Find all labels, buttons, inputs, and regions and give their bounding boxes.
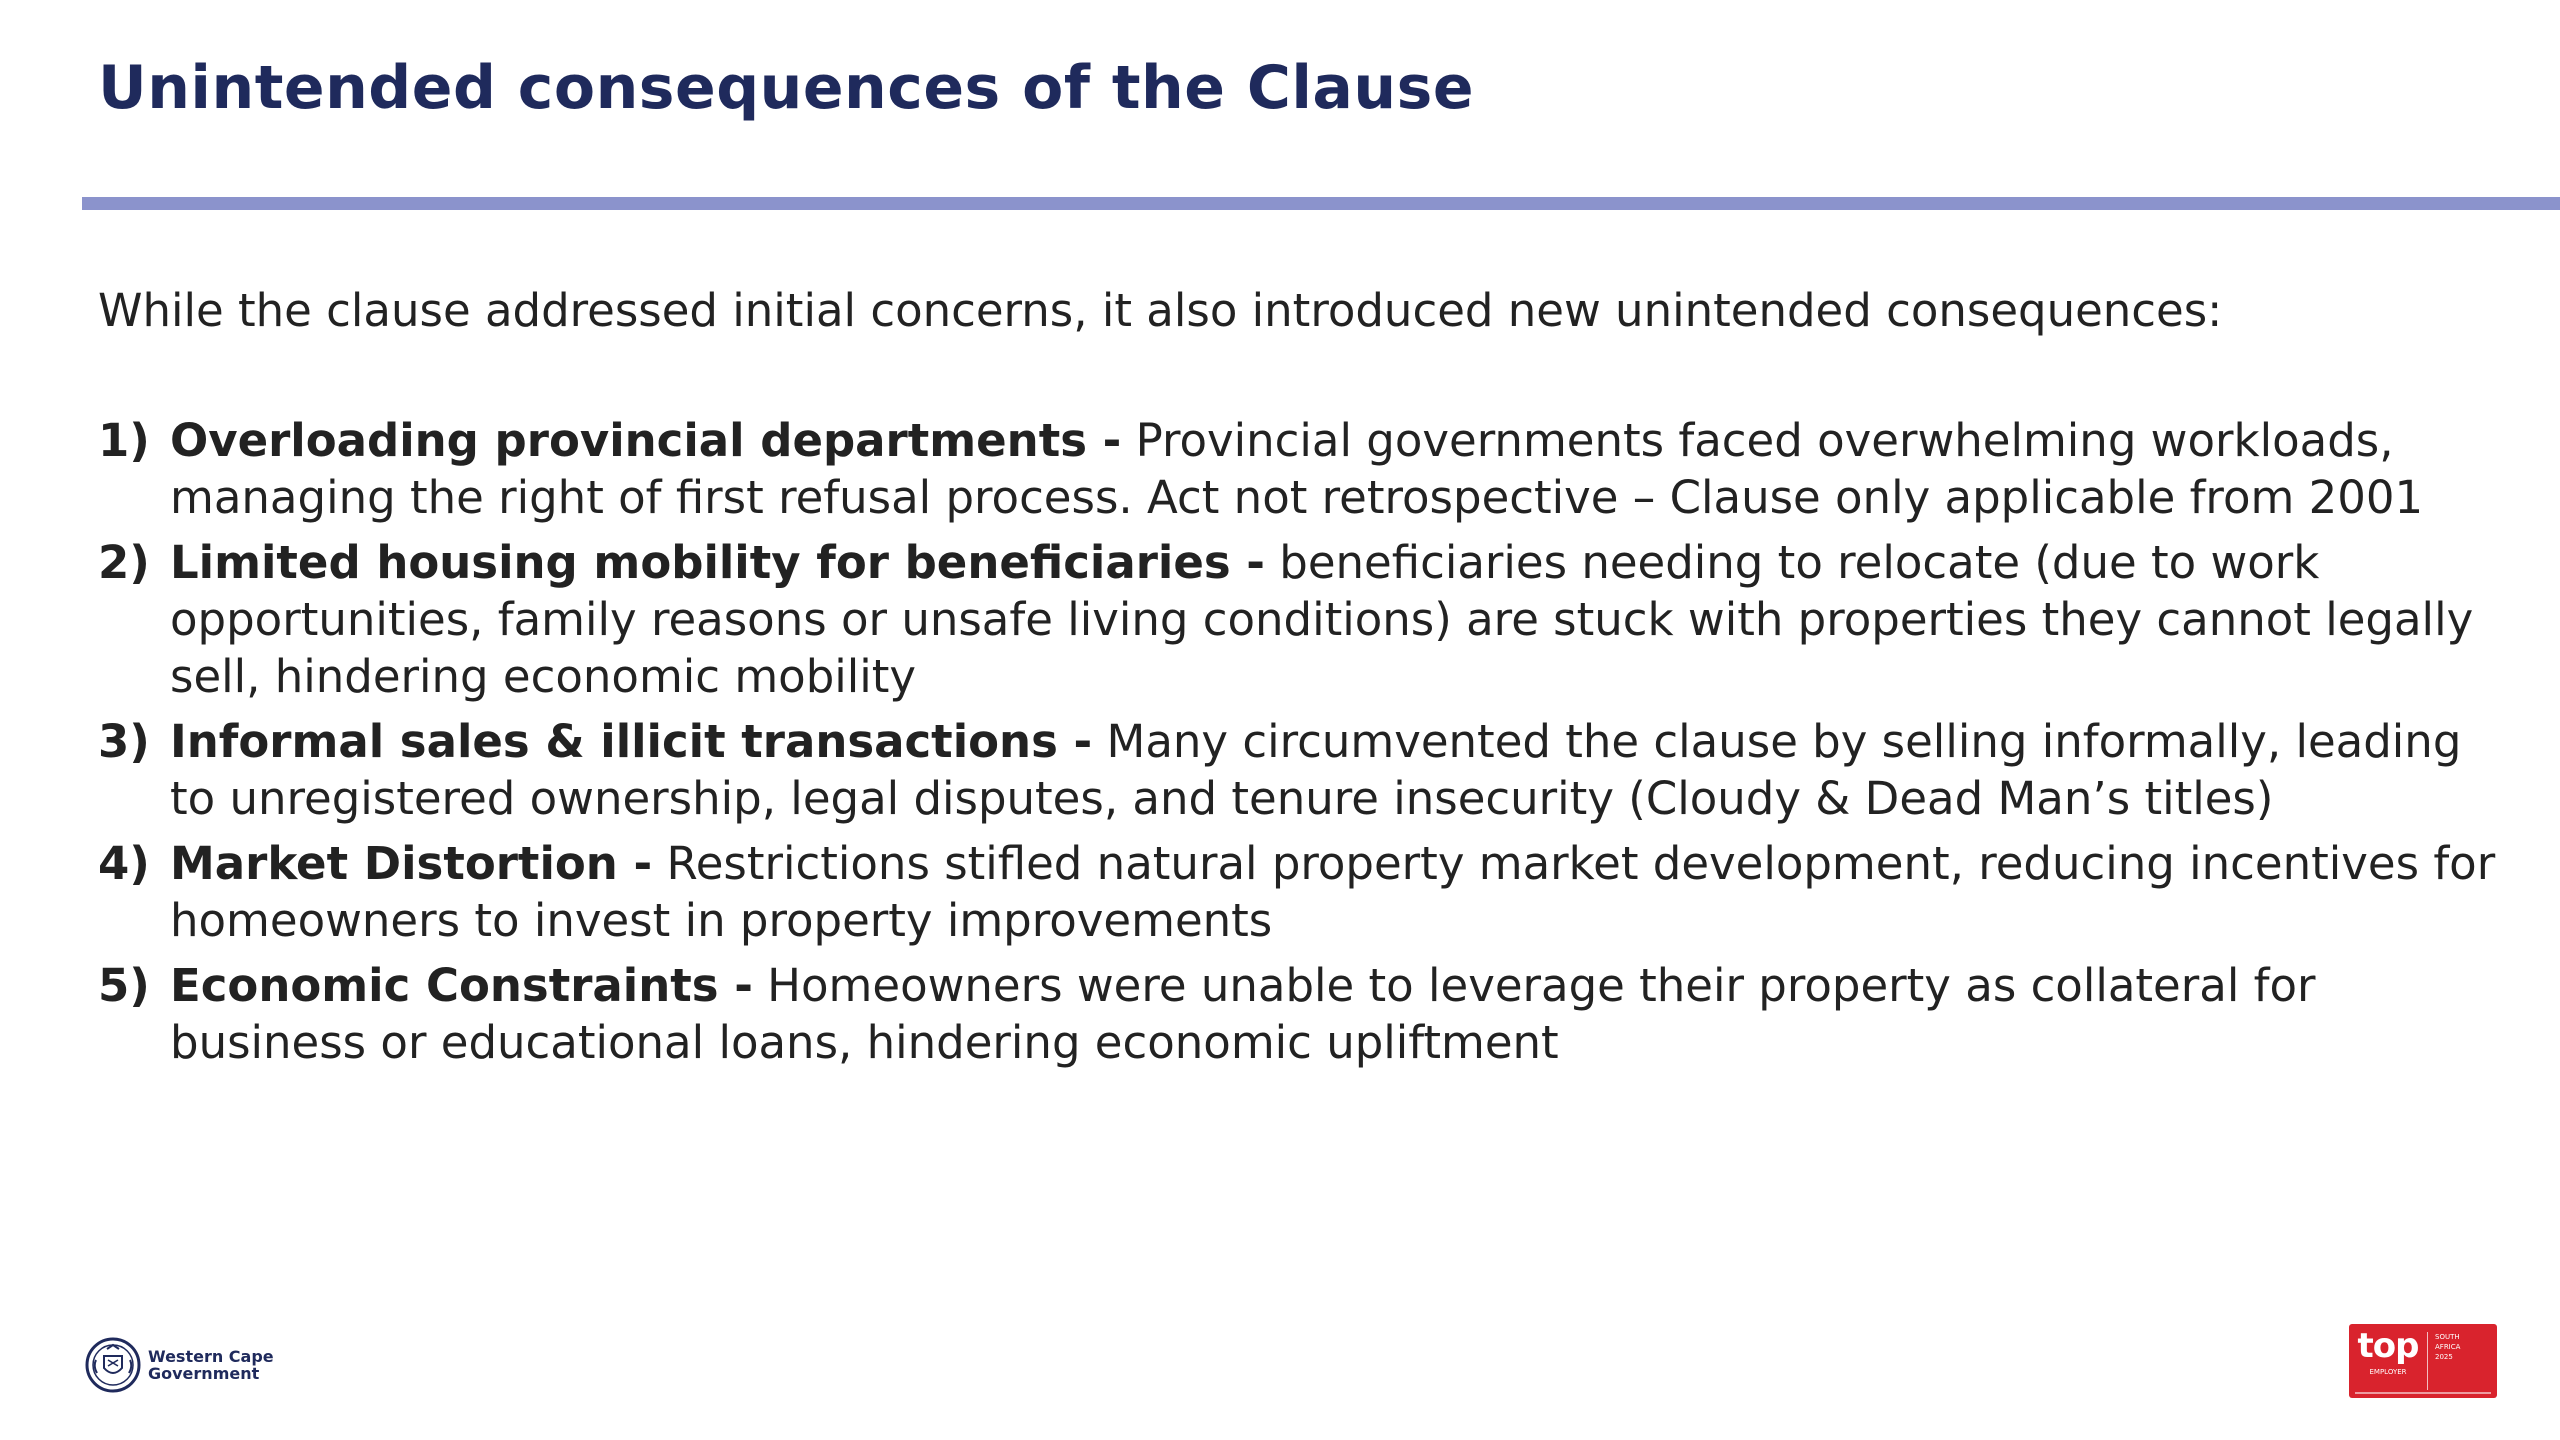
list-item [98, 534, 2508, 705]
badge-right-line3: 2025 [2435, 1353, 2453, 1361]
badge-sub: EMPLOYER [2369, 1368, 2407, 1376]
list-item-text: Many circumvented the clause by selling informally, leading to unregistered ownership, legal disputes, and tenure insecurity (Cloudy & Dead Man’s titles) [170, 715, 2462, 825]
list-item-body [170, 835, 2508, 949]
list-item-body [170, 412, 2508, 526]
badge-right-line2: AFRICA [2435, 1343, 2461, 1351]
intro-text: While the clause addressed initial concerns, it also introduced new unintended consequences: [98, 284, 2223, 337]
list-item-text: Provincial governments faced overwhelming workloads, managing the right of first refusal process. Act not retrospective – Clause only applicable from 2001 [170, 414, 2424, 524]
badge-right-line1: SOUTH [2435, 1333, 2460, 1341]
list-item-body [170, 957, 2508, 1071]
crest-icon [84, 1336, 142, 1394]
list-item-body [170, 534, 2508, 705]
list-item-number: 1) [98, 414, 150, 467]
top-employer-badge [2349, 1324, 2497, 1398]
list-item-heading: Economic Constraints - [170, 959, 753, 1012]
list-item [98, 957, 2508, 1071]
list-item-number: 5) [98, 959, 150, 1012]
list-item [98, 412, 2508, 526]
badge-footer-strip [2355, 1392, 2491, 1394]
list-item-heading: Limited housing mobility for beneficiaries - [170, 536, 1265, 589]
list-item-number: 4) [98, 837, 150, 890]
consequences-list [98, 412, 2508, 1079]
list-item-heading: Overloading provincial departments - [170, 414, 1122, 467]
list-item-text: Restrictions stifled natural property market development, reducing incentives for homeowners to invest in property improvements [170, 837, 2496, 947]
list-item [98, 835, 2508, 949]
title-divider [82, 197, 2560, 210]
organisation-name [148, 1348, 274, 1382]
organisation-name-line1: Western Cape [148, 1347, 274, 1366]
list-item-number: 2) [98, 536, 150, 589]
organisation-name-line2: Government [148, 1364, 260, 1383]
western-cape-government-logo [84, 1334, 274, 1396]
badge-left [2349, 1324, 2427, 1398]
list-item-text: Homeowners were unable to leverage their property as collateral for business or educational loans, hindering economic upliftment [170, 959, 2316, 1069]
list-item-heading: Market Distortion - [170, 837, 653, 890]
slide-title: Unintended consequences of the Clause [98, 53, 1475, 123]
list-item-heading: Informal sales & illicit transactions - [170, 715, 1093, 768]
list-item [98, 713, 2508, 827]
badge-word: top [2357, 1326, 2419, 1366]
list-item-number: 3) [98, 715, 150, 768]
badge-right [2428, 1324, 2460, 1398]
list-item-text: beneficiaries needing to relocate (due to work opportunities, family reasons or unsafe living conditions) are stuck with properties they cannot legally sell, hindering economic mobility [170, 536, 2474, 703]
list-item-body [170, 713, 2508, 827]
